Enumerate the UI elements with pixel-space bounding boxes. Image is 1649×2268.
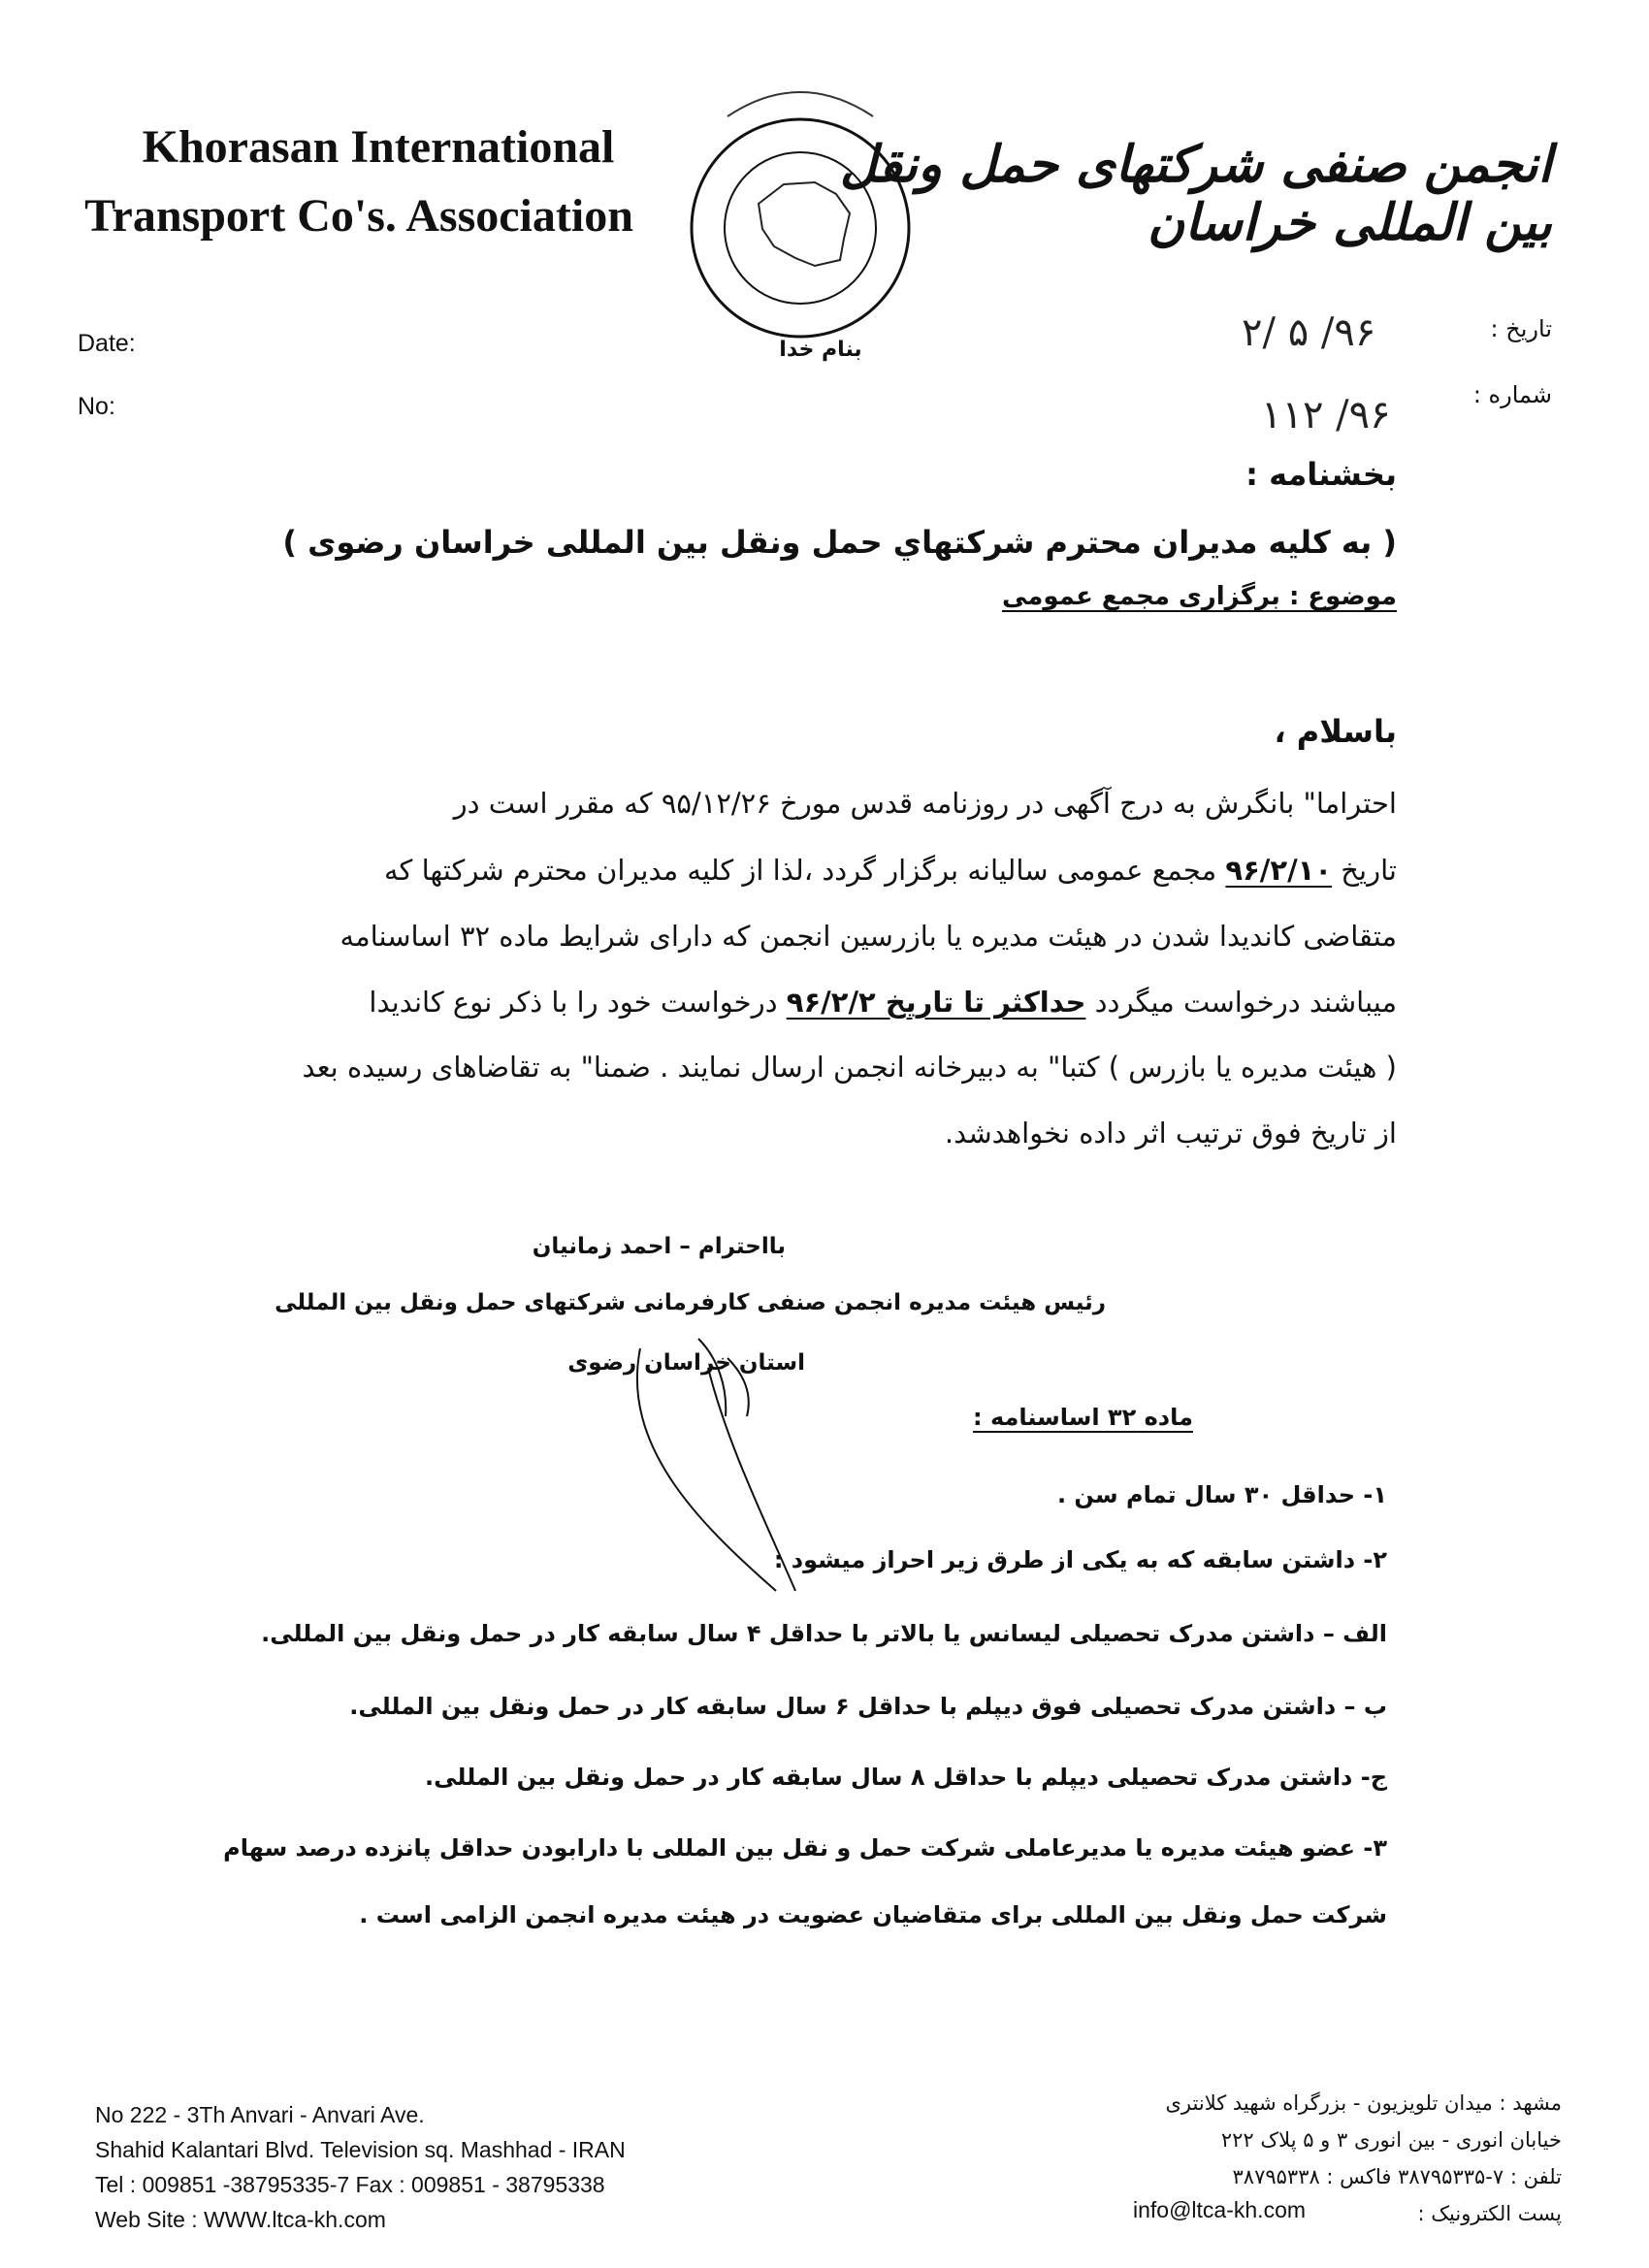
closing-line: بااحترام – احمد زمانیان	[532, 1234, 786, 1259]
circular-label: بخشنامه :	[1245, 456, 1397, 493]
meeting-date: ۹۶/۲/۱۰	[1225, 854, 1333, 887]
bismillah: بنام خدا	[779, 338, 862, 362]
article-item-3-line2: شرکت حمل ونقل بین المللی برای متقاضیان عضویت در هیئت مدیره انجمن الزامی است .	[359, 1901, 1387, 1928]
body-line-2-end: مجمع عمومی سالیانه برگزار گردد ،لذا از کلیه مدیران محترم شرکتها که	[384, 854, 1217, 887]
article-heading: ماده ۳۲ اساسنامه :	[973, 1404, 1193, 1431]
body-line-2	[233, 851, 1397, 890]
footer-address-en-1: No 222 - 3Th Anvari - Anvari Ave.	[95, 2102, 425, 2127]
article-item-2b: ب – داشتن مدرک تحصیلی فوق دیپلم با حداقل ۶ سال سابقه کار در حمل ونقل بین المللی.	[349, 1693, 1387, 1720]
greeting: باسلام ،	[1274, 713, 1397, 750]
english-title-line1: Khorasan International	[142, 121, 615, 173]
body-line-1: احتراما" بانگرش به درج آگهی در روزنامه قدس مورخ ۹۵/۱۲/۲۶ که مقرر است در	[453, 787, 1397, 820]
persian-title: انجمن صنفی شرکتهای حمل ونقل بین المللی خراسان	[839, 136, 1552, 252]
deadline: حداکثر تا تاریخ ۹۶/۲/۲	[786, 986, 1086, 1019]
footer-address-fa-2: خیابان انوری - بین انوری ۳ و ۵ پلاک ۲۲۲	[1220, 2128, 1562, 2152]
signer-title-line2: استان خراسان رضوی	[567, 1350, 805, 1376]
footer-address-fa-1: مشهد : میدان تلویزیون - بزرگراه شهید کلانتری	[1165, 2091, 1562, 2115]
article-item-1: ۱- حداقل ۳۰ سال تمام سن .	[1056, 1481, 1387, 1508]
body-line-6: از تاریخ فوق ترتیب اثر داده نخواهدشد.	[944, 1117, 1397, 1150]
footer-email: info@ltca-kh.com	[1133, 2197, 1307, 2222]
signer-title-line1: رئیس هیئت مدیره انجمن صنفی کارفرمانی شرکتهای حمل ونقل بین المللی	[275, 1290, 1106, 1315]
body-line-5: ( هیئت مدیره یا بازرس ) کتبا" به دبیرخانه انجمن ارسال نمایند . ضمنا" به تقاضاهای رسیده بعد	[302, 1051, 1397, 1084]
article-item-2: ۲- داشتن سابقه که به یکی از طرق زیر احراز میشود :	[773, 1546, 1387, 1573]
association-seal	[669, 58, 931, 349]
english-title-line2: Transport Co's. Association	[84, 190, 633, 242]
footer-phone-en: Tel : 009851 -38795335-7 Fax : 009851 - 38795338	[95, 2172, 605, 2197]
number-value: ۹۶/ ۱۱۲	[1261, 393, 1391, 437]
subject-line: موضوع : برگزاری مجمع عمومی	[1001, 582, 1397, 611]
number-label-en: No:	[78, 393, 115, 420]
recipient-line: ( به کلیه مدیران محترم شرکتهاي حمل ونقل بین المللی خراسان رضوی )	[282, 524, 1397, 561]
body-line-2-start: تاریخ	[1341, 854, 1397, 887]
article-item-2c: ج- داشتن مدرک تحصیلی دیپلم با حداقل ۸ سال سابقه کار در حمل ونقل بین المللی.	[425, 1764, 1387, 1791]
date-label-fa: تاریخ :	[1490, 315, 1552, 342]
footer-email-label: پست الکترونیک :	[1417, 2202, 1562, 2225]
body-line-4	[233, 983, 1397, 1021]
body-line-4-end: درخواست خود را با ذکر نوع کاندیدا	[369, 986, 778, 1019]
date-value: ۹۶/ ۵ /۲	[1242, 310, 1376, 355]
footer-phone-fa: تلفن : ۷-۳۸۷۹۵۳۳۵ فاکس : ۳۸۷۹۵۳۳۸	[1232, 2165, 1562, 2188]
body-line-4-start: میباشند درخواست میگردد	[1094, 986, 1397, 1019]
article-item-2a: الف – داشتن مدرک تحصیلی لیسانس یا بالاتر با حداقل ۴ سال سابقه کار در حمل ونقل بین المللی.	[261, 1620, 1387, 1647]
body-line-3: متقاضی کاندیدا شدن در هیئت مدیره یا بازرسین انجمن که دارای شرایط ماده ۳۲ اساسنامه	[340, 920, 1397, 953]
number-label-fa: شماره :	[1472, 381, 1552, 408]
footer-address-en-2: Shahid Kalantari Blvd. Television sq. Mashhad - IRAN	[95, 2137, 626, 2162]
date-label-en: Date:	[78, 330, 136, 357]
footer-website: Web Site : WWW.ltca-kh.com	[95, 2207, 386, 2232]
article-item-3-line1: ۳- عضو هیئت مدیره یا مدیرعاملی شرکت حمل و نقل بین المللی با دارابودن حداقل پانزده درصد سهام	[223, 1834, 1387, 1862]
